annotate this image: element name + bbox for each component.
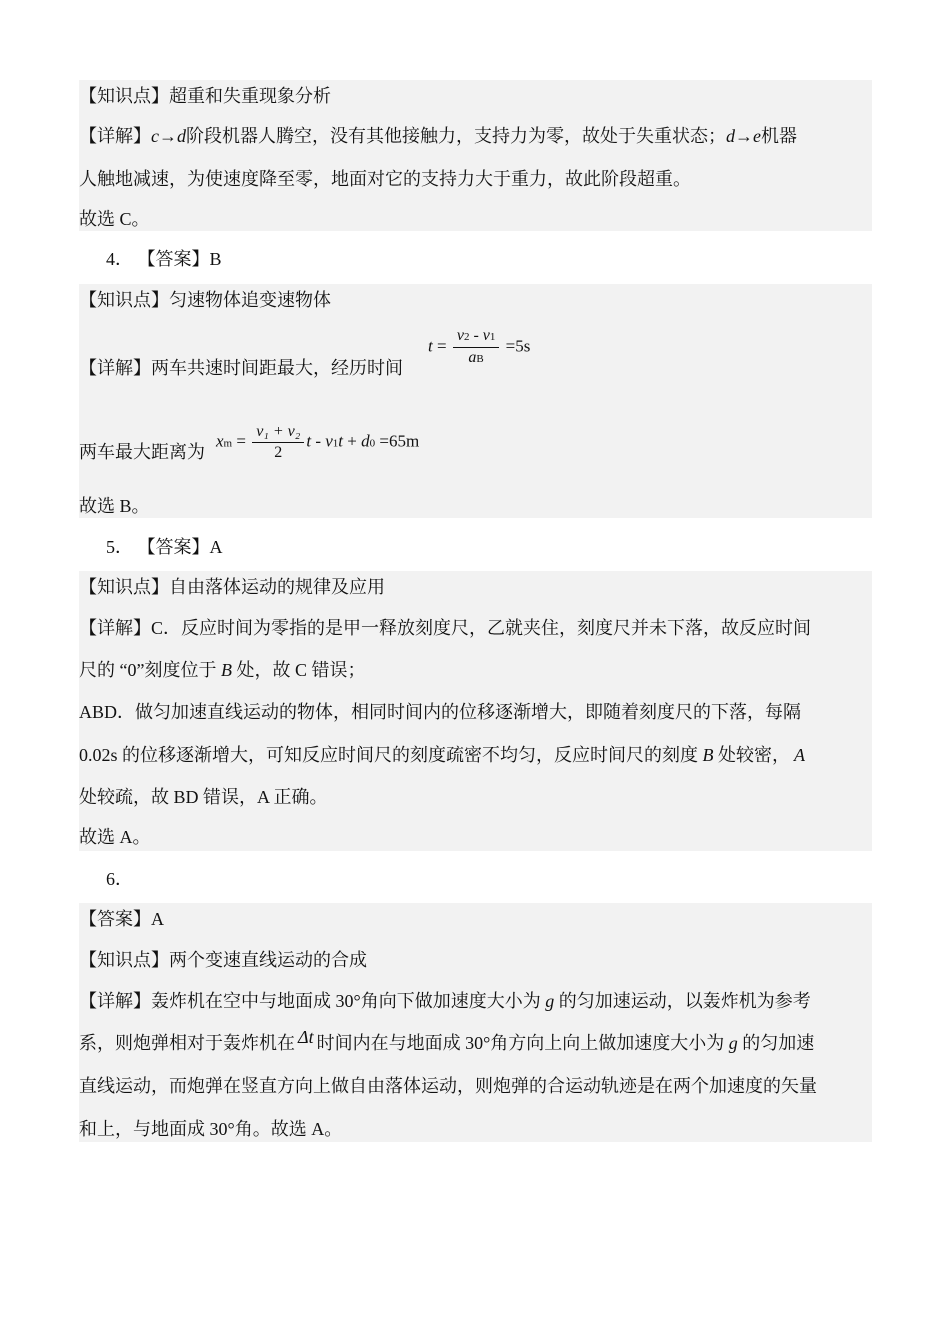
eq2-denominator: 2: [274, 444, 283, 461]
var-A: A: [794, 745, 806, 765]
q6-answer: A: [151, 909, 164, 929]
eq2-lhs: x: [216, 431, 224, 451]
q6-detail-label: 【详解】: [79, 991, 151, 1011]
var-g: g: [545, 991, 555, 1011]
q3-conclusion-text: 故选 C。: [79, 209, 150, 229]
eq2-minus: -: [311, 431, 326, 451]
q4-knowledge-line: [79, 288, 331, 312]
q3-knowledge-line: [79, 84, 331, 108]
q6-explanation-block: [79, 903, 872, 1142]
q6-detail-text-3: 直线运动，而炮弹在竖直方向上做自由落体运动，则炮弹的合运动轨迹是在两个加速度的矢量: [79, 1076, 817, 1096]
q3-detail-label: 【详解】: [79, 126, 151, 146]
eq1-v2-sub: 2: [463, 331, 470, 343]
q5-detail-line-1: [79, 616, 811, 640]
q5-knowledge-text: 自由落体运动的规律及应用: [169, 577, 385, 597]
q5-detail-line-3: [79, 700, 801, 724]
q5-detail-line-2: [79, 658, 366, 682]
q5-detail-text-5: 处较疏，故 BD 错误，A 正确。: [79, 787, 328, 807]
eq1-fraction: [453, 326, 500, 369]
q5-conclusion: [79, 825, 151, 849]
eq1-aB-sub: B: [476, 353, 484, 365]
eq2-v1-sub: 1: [332, 437, 339, 450]
eq2-t2: t: [338, 431, 344, 451]
eq2-rhs: =65m: [379, 431, 420, 451]
arrow-1: →: [159, 126, 177, 146]
q5-detail-text-4a: 0.02s 的位移逐渐增大，可知反应时间尺的刻度疏密不均匀，反应时间尺的刻度: [79, 745, 699, 765]
q6-detail-text-4: 和上，与地面成 30°角。故选 A。: [79, 1119, 343, 1139]
q4-answer: B: [209, 249, 222, 269]
q3-conclusion: [79, 207, 150, 231]
q4-knowledge-text: 匀速物体追变速物体: [169, 290, 331, 310]
q4-answer-line: [106, 247, 222, 271]
q6-knowledge-line: [79, 948, 367, 972]
var-d: d: [177, 126, 186, 146]
var-g2: g: [728, 1033, 738, 1053]
q5-number: 5．: [106, 537, 133, 557]
q6-number-line: [106, 867, 133, 891]
eq1-aB: a: [468, 349, 477, 366]
q5-detail-text-4c: 处较密，: [718, 745, 791, 765]
q4-conclusion: [79, 494, 150, 518]
q4-distance-line: [79, 440, 205, 464]
q5-detail-text-2c: 处，故 C 错误；: [236, 660, 366, 680]
eq2-fraction: [252, 422, 304, 463]
q5-detail-text-2a: 尺的 “0”刻度位于: [79, 660, 217, 680]
q5-detail-text-1: C．反应时间为零指的是甲一释放刻度尺，乙就夹住，刻度尺并未下落，故反应时间: [151, 618, 812, 638]
q4-knowledge-label: 【知识点】: [79, 290, 169, 310]
var-d2: d: [726, 126, 735, 146]
q5-knowledge-line: [79, 575, 385, 599]
q5-knowledge-label: 【知识点】: [79, 577, 169, 597]
q6-answer-line: [79, 907, 164, 931]
eq1-v1-sub: 1: [489, 331, 496, 343]
var-c: c: [151, 126, 159, 146]
q4-distance-text: 两车最大距离为: [79, 442, 205, 462]
eq2-d0-sub: 0: [369, 437, 376, 450]
eq1-v2: v: [456, 327, 464, 344]
q5-detail-line-4: [79, 743, 805, 767]
q3-detail-text-2: 人触地减速，为使速度降至零，地面对它的支持力大于重力，故此阶段超重。: [79, 169, 691, 189]
q6-detail-text-1a: 轰炸机在空中与地面成 30°角向下做加速度大小为: [151, 991, 541, 1011]
eq1-minus: -: [469, 327, 483, 344]
q6-detail-text-1b: 的匀加速运动，以轰炸机为参考: [558, 991, 811, 1011]
eq1-v1: v: [482, 327, 490, 344]
q3-detail-line-2: [79, 167, 691, 191]
q6-answer-label: 【答案】: [79, 909, 151, 929]
q3-detail-tail: 机器: [761, 126, 797, 146]
q5-conclusion-text: 故选 A。: [79, 827, 151, 847]
q4-detail-line: [79, 356, 403, 380]
q6-detail-text-2c: 的匀加速: [742, 1033, 815, 1053]
eq1-equals: =: [436, 336, 447, 356]
equation-distance: [216, 422, 419, 463]
q5-answer: A: [209, 537, 223, 557]
eq2-t: t: [306, 431, 312, 451]
q3-knowledge-label: 【知识点】: [79, 86, 169, 106]
q3-detail-text-1: 阶段机器人腾空，没有其他接触力，支持力为零，故处于失重状态；: [186, 126, 726, 146]
q3-knowledge-text: 超重和失重现象分析: [169, 86, 331, 106]
q6-detail-line-3: [79, 1074, 817, 1098]
eq1-rhs: =5s: [505, 336, 531, 356]
var-B: B: [220, 660, 232, 680]
var-B2: B: [702, 745, 714, 765]
eq2-numerator: v₁ + v₂: [256, 423, 301, 440]
q4-answer-label: 【答案】: [137, 249, 210, 269]
q6-knowledge-text: 两个变速直线运动的合成: [169, 950, 367, 970]
q5-answer-label: 【答案】: [137, 537, 210, 557]
q6-detail-line-2: [79, 1027, 815, 1055]
q4-explanation-block: [79, 284, 872, 518]
q6-detail-line-1: [79, 989, 811, 1013]
q4-detail-label: 【详解】: [79, 358, 151, 378]
arrow-2: →: [735, 126, 753, 146]
eq1-lhs: t: [428, 336, 433, 356]
q6-number: 6．: [106, 869, 133, 889]
q4-detail-text: 两车共速时间距最大，经历时间: [151, 358, 403, 378]
var-e: e: [753, 126, 761, 146]
equation-time: [428, 326, 530, 369]
eq2-plus: +: [343, 431, 362, 451]
q6-detail-line-4: [79, 1117, 342, 1141]
q5-answer-line: [106, 535, 223, 559]
eq2-equals: =: [236, 431, 246, 451]
q4-number: 4．: [106, 249, 133, 269]
q6-detail-text-2a: 系，则炮弹相对于轰炸机在: [79, 1033, 295, 1053]
eq2-lhs-sub: m: [223, 437, 233, 450]
eq2-v1: v: [325, 431, 333, 451]
var-delta-t: Δt: [298, 1027, 314, 1047]
q5-detail-text-3: ABD．做匀加速直线运动的物体，相同时间内的位移逐渐增大，即随着刻度尺的下落，每隔: [79, 702, 801, 722]
q6-knowledge-label: 【知识点】: [79, 950, 169, 970]
eq2-d0: d: [361, 431, 370, 451]
q6-detail-text-2b: 时间内在与地面成 30°角方向上向上做加速度大小为: [316, 1033, 725, 1053]
q4-conclusion-text: 故选 B。: [79, 496, 150, 516]
q5-detail-label: 【详解】: [79, 618, 151, 638]
q5-detail-line-5: [79, 785, 328, 809]
q3-detail-line-1: [79, 124, 797, 148]
